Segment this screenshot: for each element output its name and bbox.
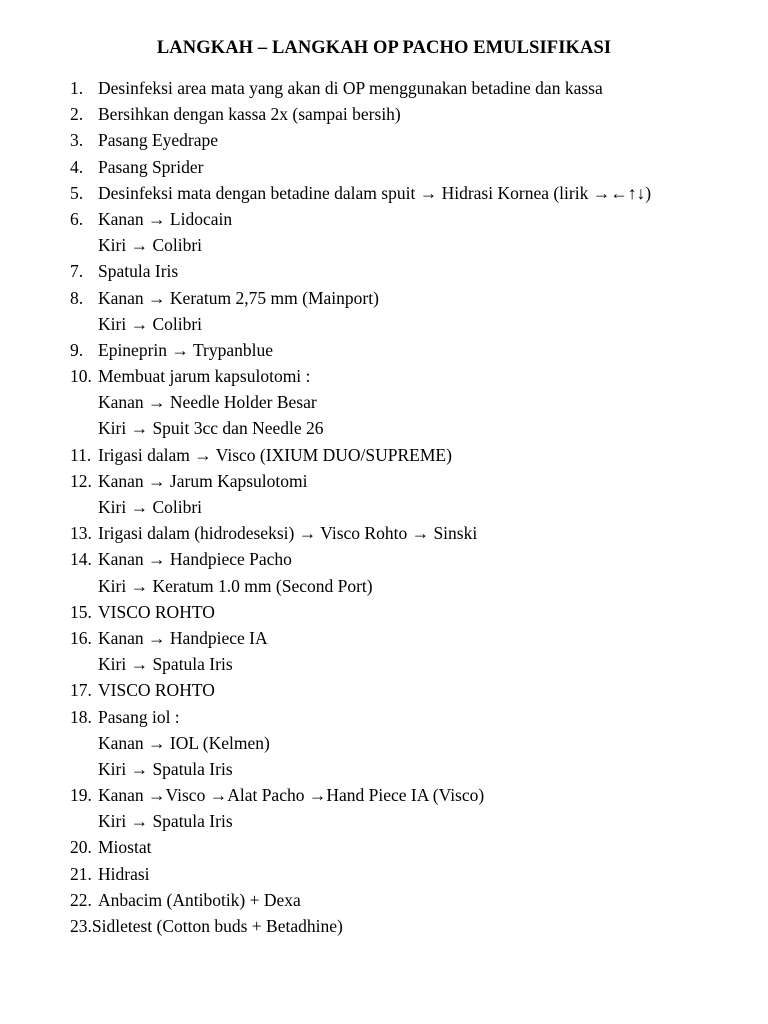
step-number: 6.	[70, 208, 84, 229]
step-number: 21.	[70, 863, 92, 884]
step-text: Desinfeksi mata dengan betadine dalam spuit → Hidrasi Kornea (lirik →←↑↓)	[98, 182, 652, 203]
step-text: Epineprin → Trypanblue	[98, 339, 273, 360]
step-item	[70, 704, 750, 730]
step-text: Pasang Eyedrape	[98, 130, 219, 151]
step-subitem	[70, 808, 750, 834]
step-subitem	[70, 415, 750, 441]
step-number: 13.	[70, 523, 92, 544]
step-subitem	[70, 756, 750, 782]
step-number: 16.	[70, 627, 92, 648]
step-item	[70, 101, 750, 127]
step-item	[70, 861, 750, 887]
step-number: 9.	[70, 339, 84, 360]
step-subitem	[70, 494, 750, 520]
step-number: 3.	[70, 130, 84, 151]
step-item	[70, 206, 750, 232]
steps-list	[70, 75, 750, 939]
step-number: 19.	[70, 785, 92, 806]
step-number: 11.	[70, 444, 92, 465]
step-item	[70, 337, 750, 363]
step-text: Kanan → Jarum Kapsulotomi	[98, 470, 308, 491]
step-item	[70, 887, 750, 913]
step-text: Hidrasi	[98, 863, 150, 884]
step-item	[70, 677, 750, 703]
step-number: 22.	[70, 889, 92, 910]
step-text: Kiri → Colibri	[98, 497, 203, 517]
step-text: Kanan → Handpiece IA	[98, 627, 268, 648]
step-text: Irigasi dalam (hidrodeseksi) → Visco Rohto → Sinski	[98, 523, 478, 544]
step-text: Spatula Iris	[98, 261, 179, 282]
step-text: Kiri → Spuit 3cc dan Needle 26	[98, 418, 324, 439]
step-item	[70, 180, 750, 206]
step-subitem	[70, 651, 750, 677]
step-number: 23.	[70, 916, 92, 936]
step-number: 5.	[70, 182, 84, 203]
step-text: Pasang iol :	[98, 706, 180, 727]
step-text: VISCO ROHTO	[98, 680, 215, 701]
step-item	[70, 834, 750, 860]
step-number: 10.	[70, 366, 92, 387]
step-number: 18.	[70, 706, 92, 727]
step-subitem	[70, 232, 750, 258]
step-item	[70, 913, 750, 939]
step-item	[70, 154, 750, 180]
step-text: Bersihkan dengan kassa 2x (sampai bersih)	[98, 104, 401, 125]
step-number: 15.	[70, 601, 92, 622]
step-item	[70, 127, 750, 153]
step-number: 4.	[70, 156, 84, 177]
step-text: Miostat	[98, 837, 152, 858]
step-text: VISCO ROHTO	[98, 601, 215, 622]
step-item	[70, 75, 750, 101]
step-number: 2.	[70, 104, 84, 125]
step-subitem	[70, 730, 750, 756]
step-text: Kanan →Visco →Alat Pacho →Hand Piece IA (Visco)	[98, 785, 485, 806]
step-number: 17.	[70, 680, 92, 701]
step-item	[70, 442, 750, 468]
step-text: Membuat jarum kapsulotomi :	[98, 366, 311, 387]
step-number: 12.	[70, 470, 92, 491]
step-text: Kanan → Handpiece Pacho	[98, 549, 292, 570]
step-item	[70, 546, 750, 572]
step-number: 7.	[70, 261, 84, 282]
step-item	[70, 782, 750, 808]
step-text: Kanan → Needle Holder Besar	[98, 392, 317, 413]
step-text: Pasang Sprider	[98, 156, 204, 177]
step-item	[70, 520, 750, 546]
step-subitem	[70, 311, 750, 337]
step-number: 1.	[70, 78, 84, 98]
step-subitem	[70, 389, 750, 415]
step-text: Kiri → Spatula Iris	[98, 811, 233, 832]
step-text: Kiri → Spatula Iris	[98, 654, 233, 675]
step-number: 20.	[70, 837, 92, 858]
step-number: 14.	[70, 549, 92, 570]
step-text: Kiri → Keratum 1.0 mm (Second Port)	[98, 575, 373, 596]
step-text: Kiri → Spatula Iris	[98, 758, 233, 779]
step-text: Irigasi dalam → Visco (IXIUM DUO/SUPREME)	[98, 444, 452, 465]
step-item	[70, 285, 750, 311]
step-subitem	[70, 573, 750, 599]
step-text: Kiri → Colibri	[98, 313, 203, 334]
page-title: LANGKAH – LANGKAH OP PACHO EMULSIFIKASI	[156, 38, 612, 58]
step-text: Kanan → Lidocain	[98, 208, 233, 229]
step-item	[70, 625, 750, 651]
step-item	[70, 599, 750, 625]
step-text: Kanan → IOL (Kelmen)	[98, 732, 270, 753]
step-text: Anbacim (Antibotik) + Dexa	[98, 889, 301, 910]
step-item	[70, 468, 750, 494]
step-item	[70, 258, 750, 284]
step-text: Sidletest (Cotton buds + Betadhine)	[91, 916, 343, 936]
step-number: 8.	[70, 287, 84, 308]
step-text: Kiri → Colibri	[98, 235, 203, 256]
step-item	[70, 363, 750, 389]
step-text: Desinfeksi area mata yang akan di OP menggunakan betadine dan kassa	[98, 78, 603, 98]
step-text: Kanan → Keratum 2,75 mm (Mainport)	[98, 287, 379, 308]
